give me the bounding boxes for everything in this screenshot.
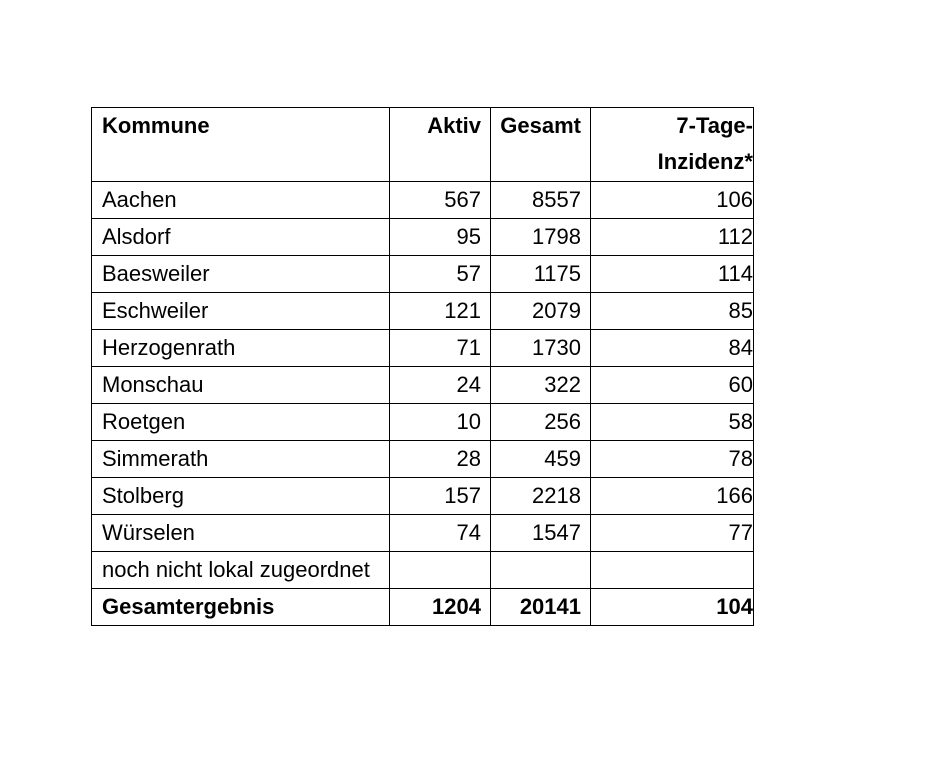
- cell-kommune: Simmerath: [92, 441, 390, 478]
- cell-kommune: Alsdorf: [92, 219, 390, 256]
- cell-gesamt: 8557: [491, 182, 591, 219]
- table-row: [92, 441, 754, 478]
- table-header-row: [92, 108, 754, 182]
- cases-table: [91, 107, 754, 626]
- cell-inzidenz: 166: [591, 478, 754, 515]
- table-row: [92, 404, 754, 441]
- cell-gesamt: 322: [491, 367, 591, 404]
- cell-gesamt: 1730: [491, 330, 591, 367]
- cell-inzidenz: 106: [591, 182, 754, 219]
- table-row: [92, 478, 754, 515]
- cell-aktiv: 157: [390, 478, 491, 515]
- cell-kommune: Aachen: [92, 182, 390, 219]
- cell-aktiv: 57: [390, 256, 491, 293]
- cell-kommune: noch nicht lokal zugeordnet: [92, 552, 390, 589]
- cell-gesamt: 1175: [491, 256, 591, 293]
- cell-inzidenz: 58: [591, 404, 754, 441]
- cell-kommune: Gesamtergebnis: [92, 589, 390, 626]
- cell-inzidenz: 104: [591, 589, 754, 626]
- cases-table-container: [91, 107, 754, 626]
- cell-kommune: Stolberg: [92, 478, 390, 515]
- cell-inzidenz: 84: [591, 330, 754, 367]
- cell-aktiv: 10: [390, 404, 491, 441]
- cell-inzidenz: [591, 552, 754, 589]
- cell-gesamt: [491, 552, 591, 589]
- header-gesamt: Gesamt: [491, 108, 591, 182]
- cell-gesamt: 256: [491, 404, 591, 441]
- cell-aktiv: 95: [390, 219, 491, 256]
- cell-kommune: Monschau: [92, 367, 390, 404]
- cell-gesamt: 20141: [491, 589, 591, 626]
- cell-kommune: Eschweiler: [92, 293, 390, 330]
- table-row: [92, 182, 754, 219]
- cell-aktiv: 567: [390, 182, 491, 219]
- cell-kommune: Roetgen: [92, 404, 390, 441]
- cell-inzidenz: 78: [591, 441, 754, 478]
- cell-inzidenz: 60: [591, 367, 754, 404]
- cell-gesamt: 2218: [491, 478, 591, 515]
- cell-aktiv: 74: [390, 515, 491, 552]
- cell-aktiv: 71: [390, 330, 491, 367]
- cell-aktiv: 1204: [390, 589, 491, 626]
- cell-gesamt: 1547: [491, 515, 591, 552]
- table-row: [92, 256, 754, 293]
- header-inzidenz-line2: Inzidenz*: [657, 149, 753, 174]
- cell-gesamt: 1798: [491, 219, 591, 256]
- cell-aktiv: 121: [390, 293, 491, 330]
- cell-kommune: Herzogenrath: [92, 330, 390, 367]
- cell-inzidenz: 112: [591, 219, 754, 256]
- cell-gesamt: 459: [491, 441, 591, 478]
- cell-kommune: Baesweiler: [92, 256, 390, 293]
- cell-inzidenz: 114: [591, 256, 754, 293]
- cell-aktiv: [390, 552, 491, 589]
- table-row: [92, 515, 754, 552]
- table-body: [92, 182, 754, 626]
- cell-aktiv: 24: [390, 367, 491, 404]
- header-kommune: Kommune: [92, 108, 390, 182]
- cell-inzidenz: 77: [591, 515, 754, 552]
- cell-inzidenz: 85: [591, 293, 754, 330]
- table-row: [92, 219, 754, 256]
- table-row: [92, 367, 754, 404]
- header-inzidenz: [591, 108, 754, 182]
- table-row: [92, 330, 754, 367]
- cell-kommune: Würselen: [92, 515, 390, 552]
- cell-gesamt: 2079: [491, 293, 591, 330]
- table-row: [92, 293, 754, 330]
- table-row: [92, 552, 754, 589]
- header-aktiv: Aktiv: [390, 108, 491, 182]
- cell-aktiv: 28: [390, 441, 491, 478]
- header-inzidenz-line1: 7-Tage-: [676, 113, 753, 138]
- table-total-row: [92, 589, 754, 626]
